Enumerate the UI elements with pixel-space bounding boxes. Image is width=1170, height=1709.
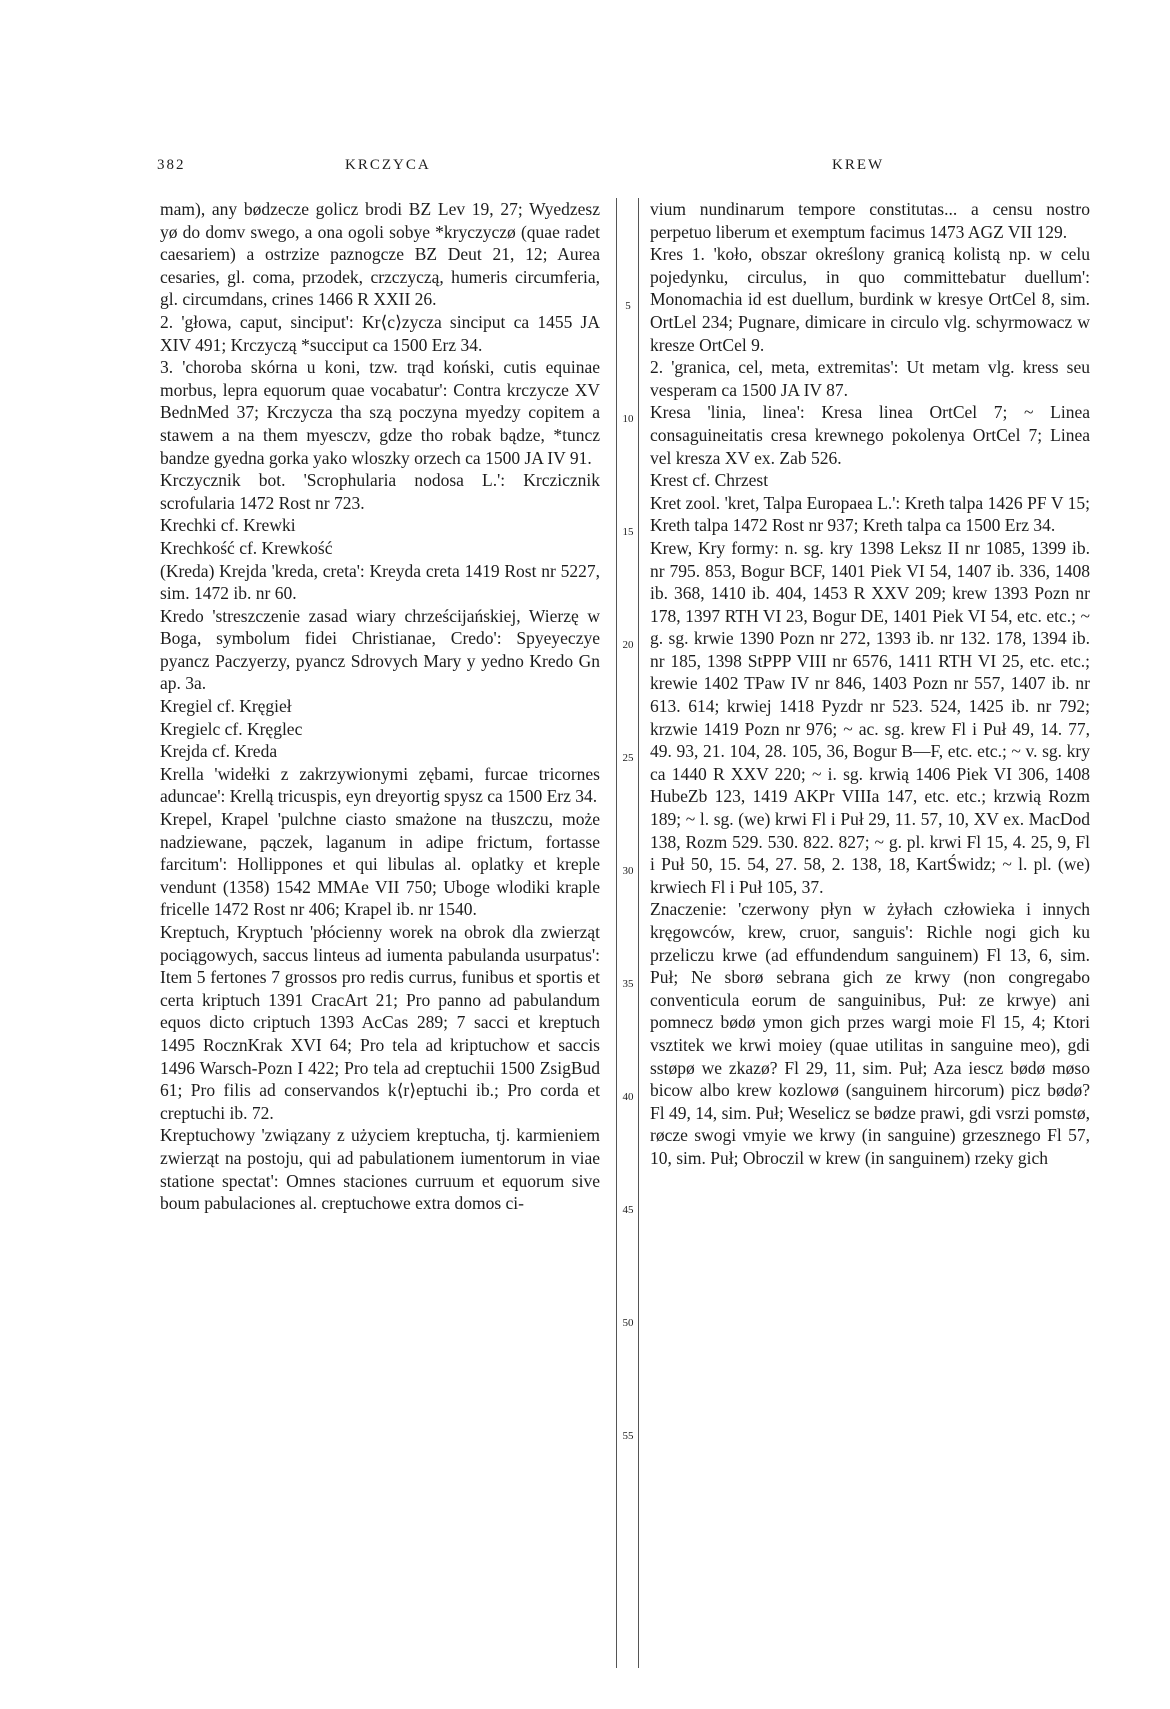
entry-paragraph: mam), any bødzecze golicz brodi BZ Lev 19, 27; Wyedzesz yø do domv swego, a ona ogoli sobye *kryczyczø (quae radet caesariem) a ostrzize paznogcze BZ Deut 21, 12; Aurea cesaries, gl. coma, przodek, crzczyczą, humeris circumferia, gl. circumdans, crines 1466 R XXII 26. bbox=[160, 199, 600, 310]
line-number: 5 bbox=[625, 300, 631, 312]
entry-paragraph: 2. 'głowa, caput, sinciput': Kr⟨c⟩zycza sinciput ca 1455 JA XIV 491; Krczyczą *succiput ca 1500 Erz 34. bbox=[160, 311, 600, 355]
entry-paragraph: Krechki cf. Krewki bbox=[160, 515, 296, 536]
right-running-head: KREW bbox=[832, 157, 885, 173]
right-column bbox=[650, 198, 1090, 1668]
entry-paragraph: Znaczenie: 'czerwony płyn w żyłach człowieka i innych kręgowców, krew, cruor, sanguis': Richle nogi gich ku przeliczu krwe (ad effundendum sanguinem) Fl 13, 6, sim. Puł; Ne sborø sebrana gich ze krwy (non congregabo conventicula eorum de sanguinibus, Puł: ze krwye) ani pomnecz bødø ymon gich przes wargi moie Fl 15, 4; Ktori vsztitek we krwi moiey (quae utilitas in sanguine meo), gdi sstøpø we zkazø? Fl 29, 11, sim. Puł; Aza iescz bødø møso bicow albo krew kozlowø (sanguinem hircorum) picz bødø? Fl 49, 14, sim. Puł; Weselicz se bødze prawi, gdi vsrzi pomstø, røcze swogi vmyie we krwy (in sanguine) grzesznego Fl 57, 10, sim. Puł; Obroczil w krew (in sanguinem) rzeky gich bbox=[650, 899, 1090, 1168]
entry-paragraph: Kres 1. 'koło, obszar określony granicą kolistą np. w celu pojedynku, circulus, in quo committebatur duellum': Monomachia id est duellum, burdink w kresye OrtCel 8, sim. OrtLel 234; Pugnare, dimicare in circulo vlg. schyrmowacz w kresze OrtCel 9. bbox=[650, 244, 1090, 355]
left-running-head: KRCZYCA bbox=[345, 157, 431, 173]
entry-paragraph: Krest cf. Chrzest bbox=[650, 470, 769, 491]
entry-paragraph: Kreptuchowy 'związany z użyciem kreptucha, tj. karmieniem zwierząt na postoju, qui ad pabulationem iumentorum in viae statione spectat': Omnes staciones curruum et equorum sive boum pabulaciones al. creptuchowe extra domos ci- bbox=[160, 1125, 600, 1214]
page-number: 382 bbox=[157, 157, 186, 173]
line-number: 35 bbox=[622, 978, 634, 990]
line-number: 25 bbox=[622, 752, 634, 764]
entry-paragraph: Kresa 'linia, linea': Kresa linea OrtCel 7; ~ Linea consaguineitatis cresa krewnego pokolenya OrtCel 7; Linea vel kresza XV ex. Zab 526. bbox=[650, 402, 1090, 468]
line-number: 50 bbox=[622, 1317, 634, 1329]
line-number: 40 bbox=[622, 1091, 634, 1103]
entry-paragraph: Kreptuch, Kryptuch 'płócienny worek na obrok dla zwierząt pociągowych, saccus linteus ad iumenta pabulanda usurpatus': Item 5 fertones 7 grossos pro redis currus, funibus et sportis et certa kriptuch 1391 CracArt 21; Pro panno ad pabulandum equos dicto criptuch 1393 AcCas 289; 7 sacci et kreptuch 1495 RocznKrak XVI 64; Pro tela ad kriptuchow et saccis 1496 Warsch-Pozn I 422; Pro tela ad creptuchii 1500 ZsigBud 61; Pro filis ad conservandos k⟨r⟩eptuchi ib.; Pro corda et creptuchi ib. 72. bbox=[160, 922, 600, 1123]
column-rule-left bbox=[616, 198, 617, 1668]
line-number: 55 bbox=[622, 1430, 634, 1442]
entry-paragraph: Krejda cf. Kreda bbox=[160, 741, 278, 762]
line-number: 30 bbox=[622, 865, 634, 877]
running-header bbox=[0, 157, 1170, 181]
line-number-gutter bbox=[618, 198, 638, 1668]
entry-paragraph: Kregielc cf. Kręglec bbox=[160, 718, 303, 739]
line-number: 45 bbox=[622, 1204, 634, 1216]
line-number: 15 bbox=[622, 526, 634, 538]
entry-paragraph: Kret zool. 'kret, Talpa Europaea L.': Kreth talpa 1426 PF V 15; Kreth talpa 1472 Rost nr 937; Kreth talpa ca 1500 Erz 34. bbox=[650, 492, 1090, 536]
entry-paragraph: 2. 'granica, cel, meta, extremitas': Ut metam vlg. kress seu vesperam ca 1500 JA IV 87. bbox=[650, 357, 1090, 400]
line-number: 20 bbox=[622, 639, 634, 651]
line-number: 10 bbox=[622, 413, 634, 425]
entry-paragraph: Krczycznik bot. 'Scrophularia nodosa L.': Krczicznik scrofularia 1472 Rost nr 723. bbox=[160, 470, 600, 513]
entry-paragraph: Krew, Kry formy: n. sg. kry 1398 Leksz II nr 1085, 1399 ib. nr 795. 853, Bogur BCF, 1401 Piek VI 54, 1407 ib. 336, 1408 ib. 368, 1410 ib. 404, 1453 R XXV 209; krew 1393 Pozn nr 178, 1397 RTH VI 23, Bogur DE, 1401 Piek VI 54, etc. etc.; ~ g. sg. krwie 1390 Pozn nr 272, 1393 ib. nr 132. 178, 1394 ib. nr 185, 1398 StPPP VIII nr 6576, 1411 RTH VI 25, etc. etc.; krewie 1402 TPaw IV nr 846, 1403 Pozn nr 557, 1407 ib. nr 613. 614; krwiej 1418 Pyzdr nr 523. 524, 1425 ib. nr 792; krzwie 1419 Pozn nr 976; ~ ac. sg. krew Fl i Puł 49, 14. 77, 49. 93, 21. 104, 28. 105, 36, Bogur B—F, etc. etc.; ~ v. sg. kry ca 1440 R XXV 220; ~ i. sg. krwią 1406 Piek VI 306, 1408 HubeZb 123, 1419 AKPr VIIIa 147, etc. etc.; krzwią Rozm 189; ~ l. sg. (we) krwi Fl i Puł 29, 11. 57, 10, XV ex. MacDod 138, Rozm 529. 530. 822. 827; ~ g. pl. krwi Fl 15, 4. 25, 9, Fl i Puł 50, 15. 54, 27. 58, 2. 138, 18, KartŚwidz; ~ l. pl. (we) krwiech Fl i Puł 105, 37. bbox=[650, 537, 1090, 897]
entry-paragraph: 3. 'choroba skórna u koni, tzw. trąd koński, cutis equinae morbus, lepra equorum quae vocabatur': Contra krczycze XV BednMed 37; Krczycza tha szą poczyna myedzy copitem a stawem a na them myesczv, gdze tho robak bądze, *tuncz bandze gyedna gorka yako wloszky orzech ca 1500 JA IV 91. bbox=[160, 357, 600, 468]
entry-paragraph: Krella 'widełki z zakrzywionymi zębami, furcae tricornes aduncae': Krellą tricuspis, eyn dreyortig spysz ca 1500 Erz 34. bbox=[160, 763, 600, 807]
entry-paragraph: Kregiel cf. Kręgieł bbox=[160, 696, 292, 717]
left-column bbox=[160, 198, 600, 1668]
entry-paragraph: Krechkość cf. Krewkość bbox=[160, 537, 333, 558]
entry-paragraph: Kredo 'streszczenie zasad wiary chrześcijańskiej, Wierzę w Boga, symbolum fidei Christianae, Credo': Spyeyeczye pyancz Paczyerzy, pyancz Sdrovych Mary y yedno Kredo Gn ap. 3a. bbox=[160, 605, 600, 694]
entry-paragraph: Krepel, Krapel 'pulchne ciasto smażone na tłuszczu, może nadziewane, pączek, laganum in adipe frictum, fortasse farcitum': Hollippones et qui libulas al. oplatky et kreple vendunt (1358) 1542 MMAe VII 750; Uboge wlodiki kraple fricelle 1472 Rost nr 406; Krapel ib. nr 1540. bbox=[160, 809, 600, 920]
column-rule-right bbox=[638, 198, 639, 1668]
entry-paragraph: vium nundinarum tempore constitutas... a censu nostro perpetuo liberum et exemptum facimus 1473 AGZ VII 129. bbox=[650, 199, 1090, 242]
entry-paragraph: (Kreda) Krejda 'kreda, creta': Kreyda creta 1419 Rost nr 5227, sim. 1472 ib. nr 60. bbox=[160, 560, 600, 604]
